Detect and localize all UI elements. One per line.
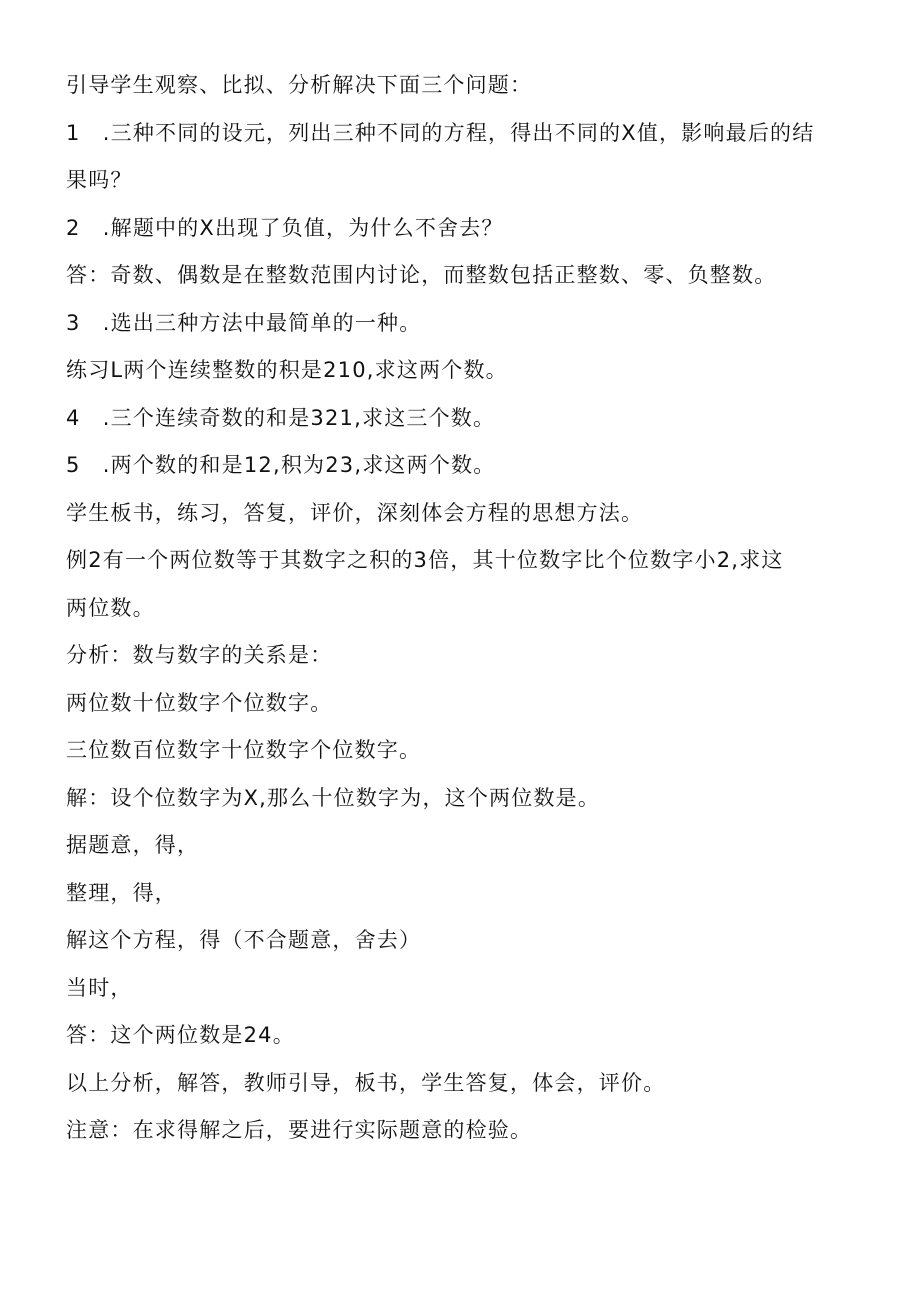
text-line-example-2: 例2有一个两位数等于其数字之积的3倍，其十位数字比个位数字小2,求这	[66, 548, 784, 572]
text-line-question-3: 3 .选出三种方法中最简单的一种。	[66, 310, 422, 335]
text-line-intro: 引导学生观察、比拟、分析解决下面三个问题：	[66, 73, 533, 97]
text-line-note: 注意：在求得解之后，要进行实际题意的检验。	[66, 1118, 533, 1142]
text-line-answer-24: 答：这个两位数是24。	[66, 1023, 295, 1047]
text-line-simplify: 整理，得，	[66, 880, 177, 905]
text-line-solve-equation: 解这个方程，得（不合题意，舍去）	[66, 928, 422, 952]
text-line-question-2: 2 .解题中的X出现了负值，为什么不舍去？	[66, 215, 504, 240]
document-body	[66, 62, 866, 1155]
text-line-answer-2: 答：奇数、偶数是在整数范围内讨论，而整数包括正整数、零、负整数。	[66, 263, 777, 287]
text-line-question-1: 1 .三种不同的设元，列出三种不同的方程，得出不同的X值，影响最后的结	[66, 120, 815, 145]
text-line-exercise-4: 4 .三个连续奇数的和是321,求这三个数。	[66, 405, 496, 430]
text-line-activity: 学生板书，练习，答复，评价，深刻体会方程的思想方法。	[66, 500, 644, 525]
text-line-two-digit: 两位数十位数字个位数字。	[66, 690, 333, 715]
text-line-analysis: 分析：数与数字的关系是：	[66, 643, 333, 667]
text-line-example-2-cont: 两位数。	[66, 595, 155, 620]
text-line-three-digit: 三位数百位数字十位数字个位数字。	[66, 738, 422, 762]
text-line-summary: 以上分析，解答，教师引导，板书，学生答复，体会，评价。	[66, 1070, 666, 1095]
text-line-exercise-5: 5 .两个数的和是12,积为23,求这两个数。	[66, 453, 496, 477]
text-line-by-problem: 据题意，得，	[66, 833, 200, 857]
text-line-solution: 解：设个位数字为X,那么十位数字为，这个两位数是。	[66, 785, 601, 810]
text-line-when: 当时，	[66, 975, 133, 1000]
text-line-exercise-1: 练习L两个连续整数的积是210,求这两个数。	[66, 358, 508, 382]
text-line-question-1-cont: 果吗？	[66, 168, 133, 192]
